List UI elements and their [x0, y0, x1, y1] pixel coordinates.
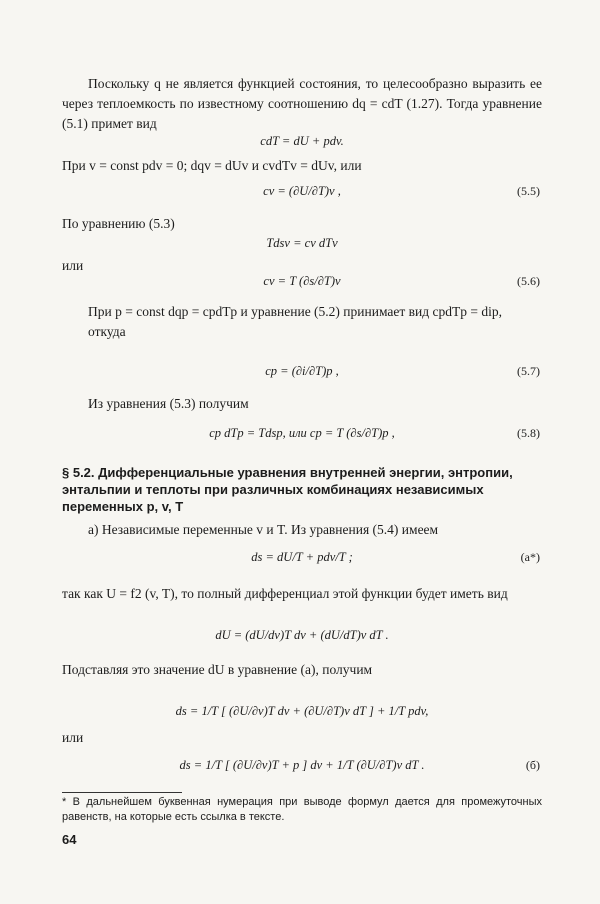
paragraph-from-equation: Из уравнения (5.3) получим — [88, 396, 249, 411]
paragraph-intro: Поскольку q не является функцией состояния, то целесообразно выразить ее через теплоемкость по известному соотношению dq = cdT (1.27). Тогда уравнение (5.1) примет вид — [62, 76, 542, 131]
paragraph-whence: откуда — [88, 324, 126, 339]
equation-ds-a: ds = dU/T + pdv/T ; — [251, 550, 353, 564]
equation-number: (5.8) — [517, 426, 540, 440]
equation-ds-b: ds = 1/T [ (∂U/∂v)T + p ] dv + 1/T (∂U/∂T)v dT . — [179, 758, 425, 772]
section-heading: § 5.2. Дифференциальные уравнения внутренней энергии, энтропии, энтальпии и теплоты при различных комбинациях независимых переменных p, v, T — [62, 465, 513, 514]
equation-tds-v: Tdsv = cv dTv — [266, 236, 338, 250]
equation-number: (5.6) — [517, 274, 540, 288]
equation-cv-derivative: cv = (∂U/∂T)v , — [263, 184, 341, 198]
equation-du-total: dU = (dU/dv)T dv + (dU/dT)v dT . — [215, 628, 389, 642]
equation-ds-substituted: ds = 1/T [ (∂U/∂v)T dv + (∂U/∂T)v dT ] + 1/T pdv, — [175, 704, 429, 718]
equation-cv-entropy: cv = T (∂s/∂T)v — [263, 274, 341, 288]
paragraph-const-pressure: При p = const dqp = cpdTp и уравнение (5.2) принимает вид cpdTp = dip, — [88, 304, 502, 319]
paragraph-or-2: или — [62, 730, 84, 745]
subsection-independent-v-t: а) Независимые переменные v и T. Из уравнения (5.4) имеем — [88, 522, 439, 537]
footnote-divider — [62, 792, 182, 793]
paragraph-or: или — [62, 258, 84, 273]
equation-number: (5.7) — [517, 364, 540, 378]
paragraph-by-equation: По уравнению (5.3) — [62, 216, 175, 231]
equation-number: (a*) — [520, 550, 540, 564]
equation-number: (5.5) — [517, 184, 540, 198]
paragraph-total-differential: так как U = f2 (v, T), то полный дифференциал этой функции будет иметь вид — [62, 586, 508, 601]
equation-heat-balance: cdT = dU + pdv. — [260, 134, 344, 148]
equation-cp-enthalpy: cp = (∂i/∂T)p , — [265, 364, 339, 378]
page-number: 64 — [62, 832, 77, 847]
paragraph-const-volume: При v = const pdv = 0; dqv = dUv и cvdTv = dUv, или — [62, 158, 362, 173]
paragraph-substituting: Подставляя это значение dU в уравнение (а), получим — [62, 662, 373, 677]
footnote: * В дальнейшем буквенная нумерация при выводе формул дается для промежуточных равенств, на которые есть ссылка в тексте. — [62, 796, 542, 823]
equation-cp-entropy: cp dTp = Tdsp, или cp = T (∂s/∂T)p , — [209, 426, 395, 440]
equation-number: (б) — [525, 758, 540, 772]
